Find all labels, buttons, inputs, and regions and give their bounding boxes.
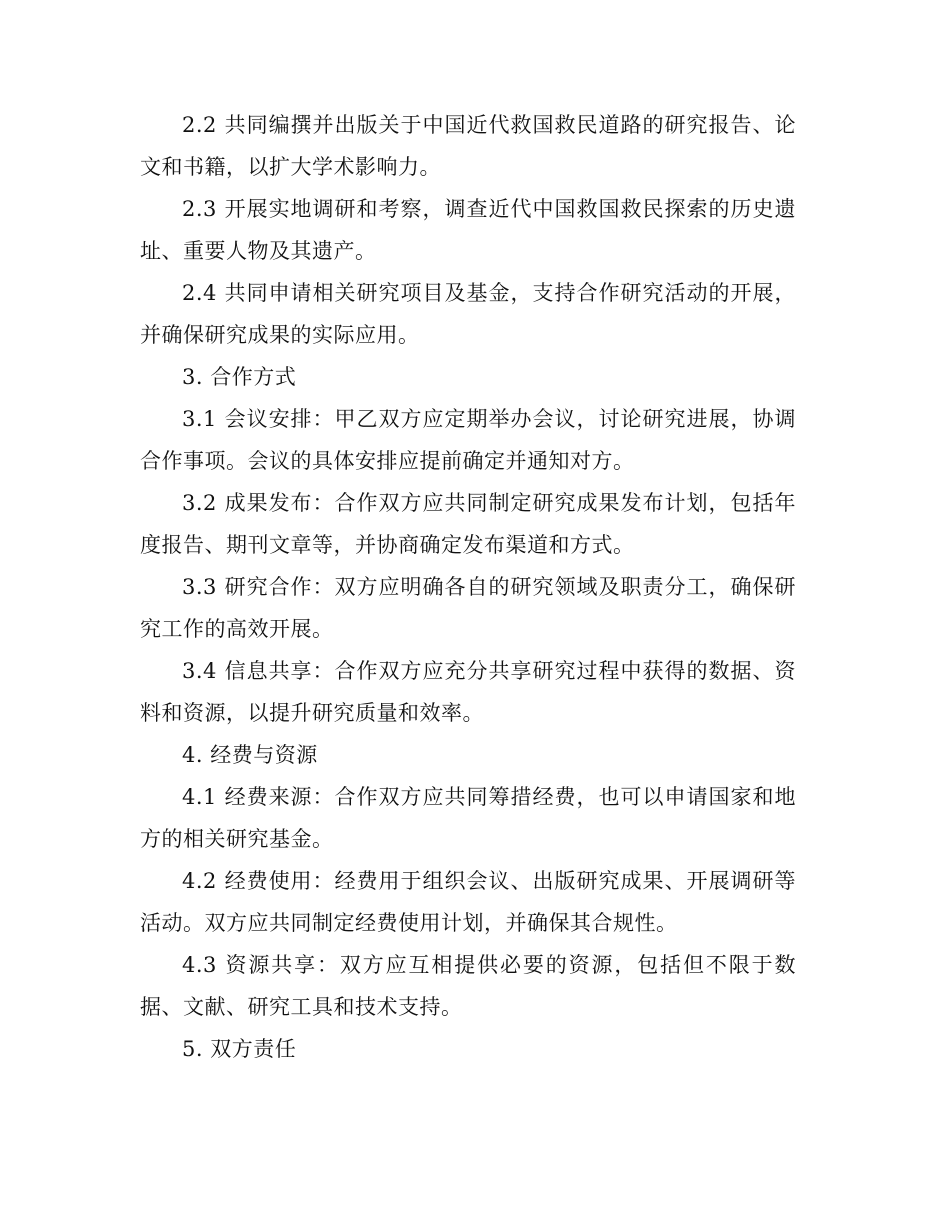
document-body: [140, 104, 796, 1070]
section-3-heading: 3. 合作方式: [182, 365, 297, 389]
section-5-heading: 5. 双方责任: [182, 1037, 297, 1061]
clause-2-4: 2.4 共同申请相关研究项目及基金，支持合作研究活动的开展，并确保研究成果的实际应用。: [140, 281, 796, 347]
clause-4-2: 4.2 经费使用：经费用于组织会议、出版研究成果、开展调研等活动。双方应共同制定经费使用计划，并确保其合规性。: [140, 869, 796, 935]
clause-3-3: 3.3 研究合作：双方应明确各自的研究领域及职责分工，确保研究工作的高效开展。: [140, 575, 796, 641]
clause-3-2: 3.2 成果发布：合作双方应共同制定研究成果发布计划，包括年度报告、期刊文章等，并协商确定发布渠道和方式。: [140, 491, 796, 557]
section-4-heading: 4. 经费与资源: [182, 743, 318, 767]
clause-3-1: 3.1 会议安排：甲乙双方应定期举办会议，讨论研究进展，协调合作事项。会议的具体安排应提前确定并通知对方。: [140, 407, 796, 473]
clause-4-1: 4.1 经费来源：合作双方应共同筹措经费，也可以申请国家和地方的相关研究基金。: [140, 785, 796, 851]
clause-4-3: 4.3 资源共享：双方应互相提供必要的资源，包括但不限于数据、文献、研究工具和技术支持。: [140, 953, 796, 1019]
clause-2-2: 2.2 共同编撰并出版关于中国近代救国救民道路的研究报告、论文和书籍，以扩大学术影响力。: [140, 113, 796, 179]
clause-2-3: 2.3 开展实地调研和考察，调查近代中国救国救民探索的历史遗址、重要人物及其遗产。: [140, 197, 796, 263]
clause-3-4: 3.4 信息共享：合作双方应充分共享研究过程中获得的数据、资料和资源，以提升研究质量和效率。: [140, 659, 796, 725]
